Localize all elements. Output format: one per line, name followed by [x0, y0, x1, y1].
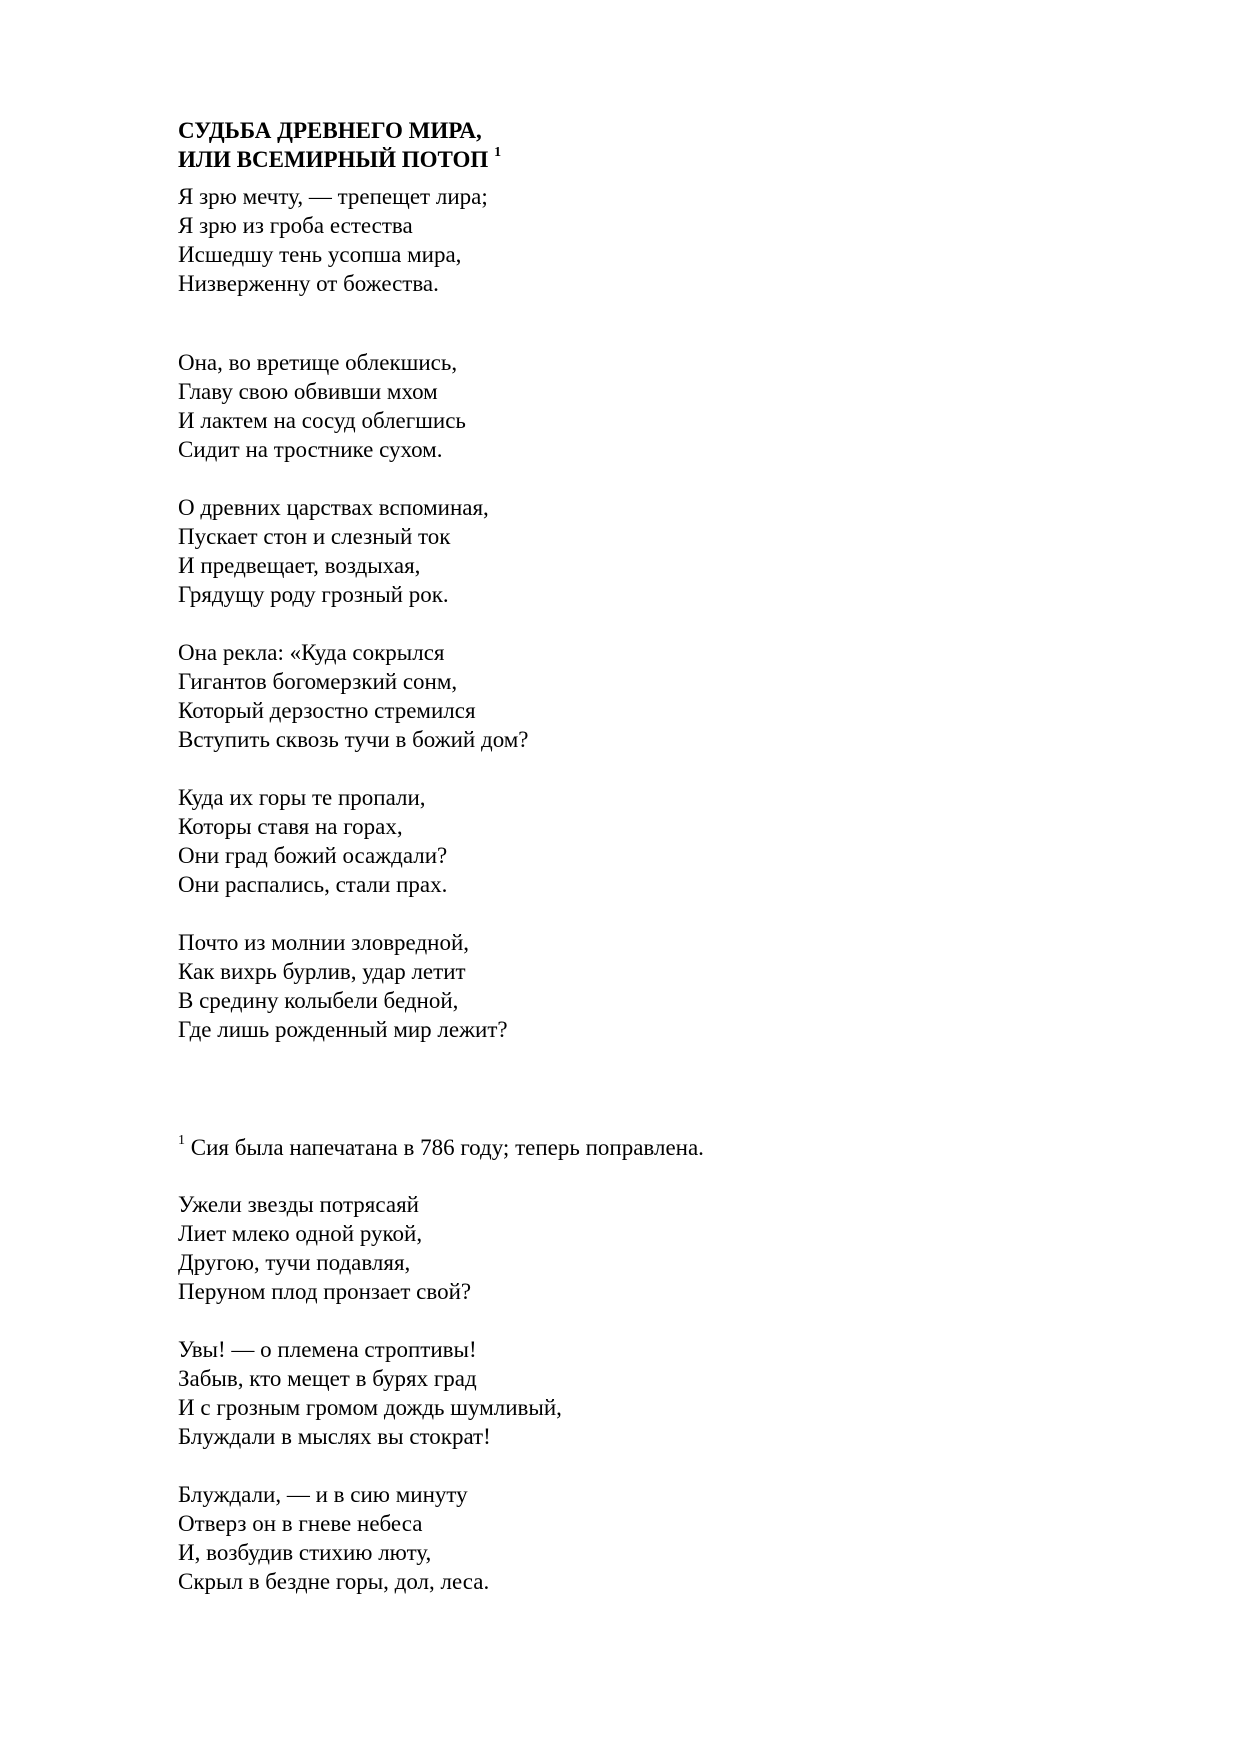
verse-line: И с грозным громом дождь шумливый,	[178, 1395, 562, 1420]
footnote-text: Сия была напечатана в 786 году; теперь поправлена.	[190, 1135, 704, 1160]
title-line-2	[178, 145, 501, 174]
verse-line: Которы ставя на горах,	[178, 814, 403, 839]
stanza-2	[178, 348, 466, 464]
verse-line: Ужели звезды потрясаяй	[178, 1192, 419, 1217]
stanza-7	[178, 1190, 471, 1306]
document-page	[178, 0, 1178, 1754]
poem-title	[178, 116, 501, 174]
verse-line: Перуном плод пронзает свой?	[178, 1279, 472, 1304]
verse-line: Другою, тучи подавляя,	[178, 1250, 411, 1275]
title-line-1: СУДЬБА ДРЕВНЕГО МИРА,	[178, 118, 482, 143]
verse-line: О древних царствах вспоминая,	[178, 495, 489, 520]
verse-line: Она рекла: «Куда сокрылся	[178, 640, 445, 665]
verse-line: Низверженну от божества.	[178, 271, 439, 296]
verse-line: Почто из молнии зловредной,	[178, 930, 470, 955]
verse-line: Где лишь рожденный мир лежит?	[178, 1017, 508, 1042]
verse-line: В средину колыбели бедной,	[178, 988, 459, 1013]
stanza-1	[178, 182, 488, 298]
verse-line: Лиет млеко одной рукой,	[178, 1221, 423, 1246]
verse-line: Они распались, стали прах.	[178, 872, 448, 897]
verse-line: И предвещает, воздыхая,	[178, 553, 421, 578]
verse-line: Блуждали в мыслях вы стократ!	[178, 1424, 491, 1449]
stanza-4	[178, 638, 529, 754]
verse-line: Главу свою обвивши мхом	[178, 379, 438, 404]
verse-line: И, возбудив стихию люту,	[178, 1540, 432, 1565]
stanza-3	[178, 493, 489, 609]
footnote-marker: 1	[178, 1133, 185, 1149]
verse-line: Гигантов богомерзкий сонм,	[178, 669, 458, 694]
verse-line: Вступить сквозь тучи в божий дом?	[178, 727, 529, 752]
title-footnote-ref: 1	[494, 145, 502, 161]
verse-line: И лактем на сосуд облегшись	[178, 408, 466, 433]
footnote	[178, 1133, 704, 1162]
verse-line: Который дерзостно стремился	[178, 698, 476, 723]
stanza-9	[178, 1480, 489, 1596]
verse-line: Скрыл в бездне горы, дол, леса.	[178, 1569, 490, 1594]
verse-line: Я зрю мечту, — трепещет лира;	[178, 184, 488, 209]
title-line-2-text: ИЛИ ВСЕМИРНЫЙ ПОТОП	[178, 147, 489, 172]
verse-line: Блуждали, — и в сию минуту	[178, 1482, 468, 1507]
verse-line: Куда их горы те пропали,	[178, 785, 426, 810]
verse-line: Отверз он в гневе небеса	[178, 1511, 423, 1536]
verse-line: Пускает стон и слезный ток	[178, 524, 451, 549]
stanza-8	[178, 1335, 562, 1451]
verse-line: Они град божий осаждали?	[178, 843, 448, 868]
stanza-5	[178, 783, 447, 899]
verse-line: Исшедшу тень усопша мира,	[178, 242, 462, 267]
stanza-6	[178, 928, 508, 1044]
verse-line: Грядущу роду грозный рок.	[178, 582, 449, 607]
verse-line: Она, во вретище облекшись,	[178, 350, 458, 375]
verse-line: Я зрю из гроба естества	[178, 213, 413, 238]
verse-line: Как вихрь бурлив, удар летит	[178, 959, 466, 984]
verse-line: Сидит на тростнике сухом.	[178, 437, 443, 462]
verse-line: Забыв, кто мещет в бурях град	[178, 1366, 477, 1391]
verse-line: Увы! — о племена строптивы!	[178, 1337, 477, 1362]
